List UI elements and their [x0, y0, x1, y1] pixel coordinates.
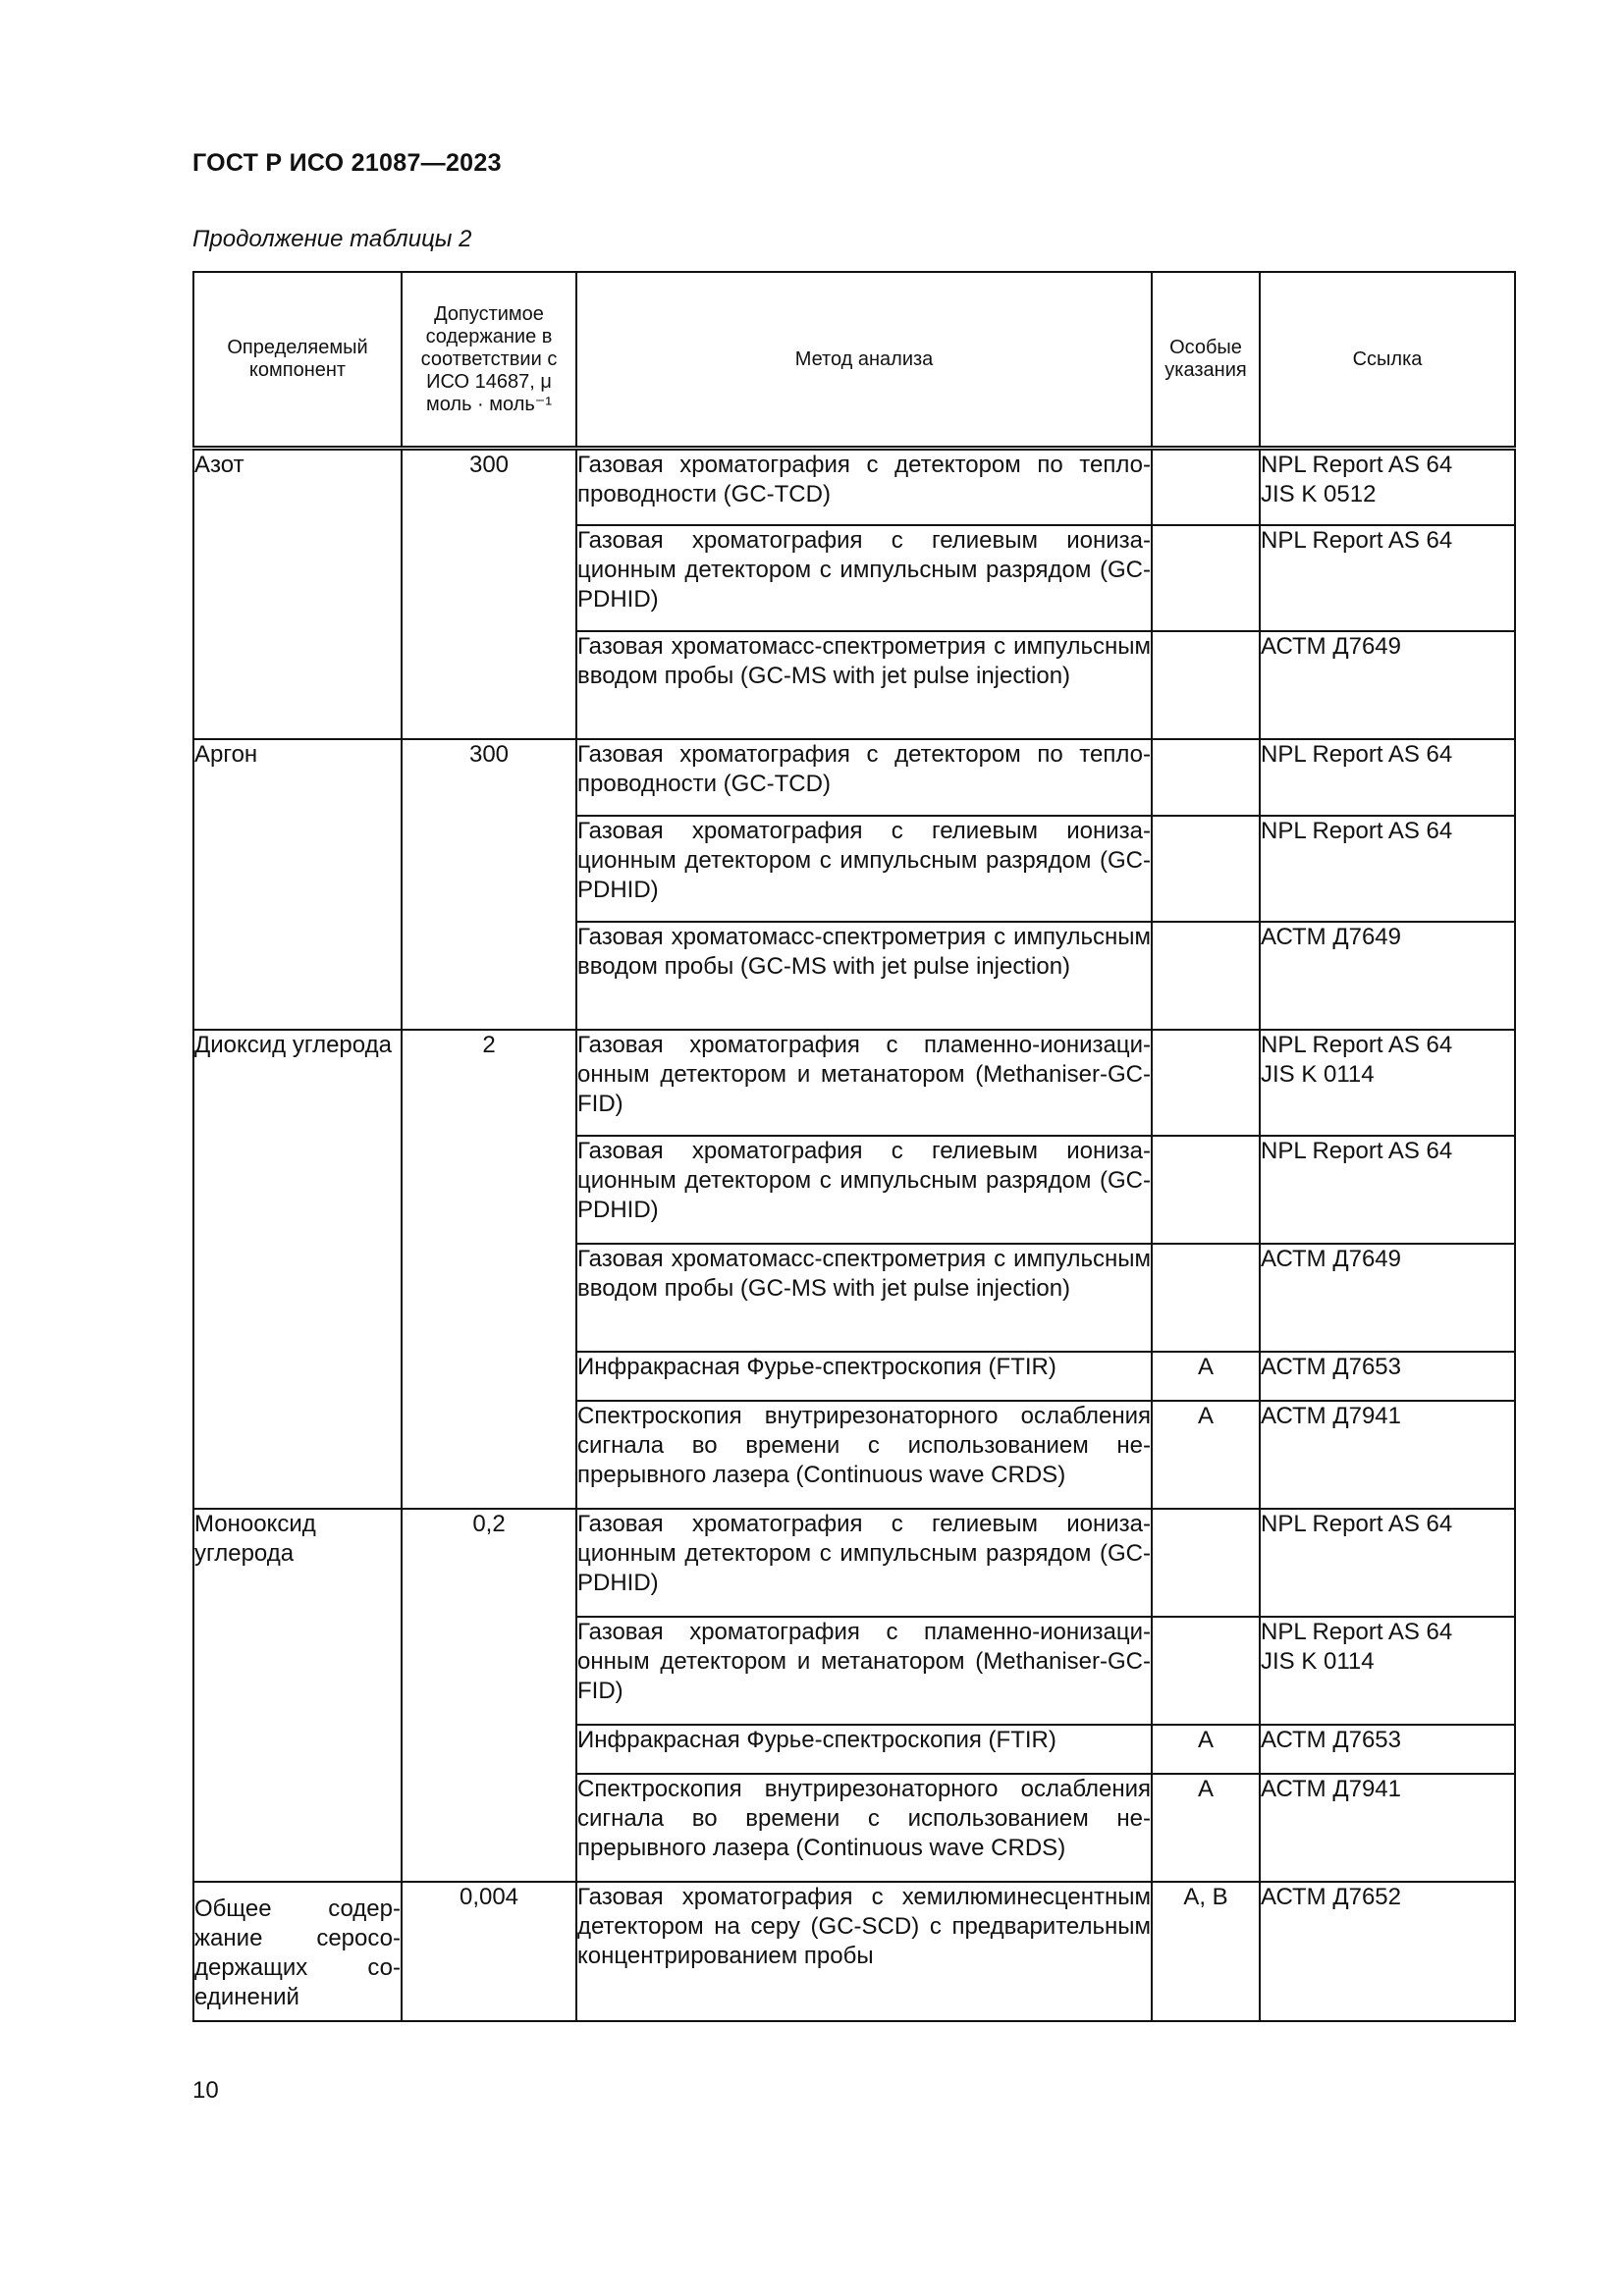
- reference-item: АСТМ Д7652: [1261, 1883, 1401, 1910]
- component-cell: Аргон: [193, 739, 402, 1030]
- reference-item: NPL Report AS 64: [1261, 526, 1453, 554]
- reference-cell: [1260, 1136, 1515, 1244]
- reference-item: JIS K 0114: [1261, 1060, 1375, 1088]
- reference-cell: [1260, 525, 1515, 631]
- notes-cell: [1152, 1030, 1260, 1136]
- method-cell: Газовая хроматография с гелиевым ионизационным детектором с импульсным разрядом (GC-PDHID): [576, 1136, 1152, 1244]
- header-notes: Особые указания: [1152, 272, 1260, 449]
- method-cell: Газовая хроматография с гелиевым ионизационным детектором с импульсным разрядом (GC-PDHID): [576, 525, 1152, 631]
- notes-cell: А: [1152, 1774, 1260, 1882]
- table-header-row: [193, 272, 1515, 449]
- notes-cell: [1152, 449, 1260, 525]
- reference-item: АСТМ Д7649: [1261, 632, 1401, 660]
- reference-cell: [1260, 1352, 1515, 1401]
- method-cell: Инфракрасная Фурье-спектроскопия (FTIR): [576, 1725, 1152, 1774]
- header-reference: Ссылка: [1260, 272, 1515, 449]
- reference-item: АСТМ Д7941: [1261, 1775, 1401, 1802]
- method-cell: Газовая хроматография с детектором по теплопроводности (GC-TCD): [576, 739, 1152, 816]
- component-cell: Монооксид углерода: [193, 1509, 402, 1882]
- reference-item: АСТМ Д7653: [1261, 1726, 1401, 1753]
- reference-cell: [1260, 1030, 1515, 1136]
- notes-cell: А: [1152, 1401, 1260, 1509]
- method-cell: Газовая хроматография с гелиевым ионизационным детектором с импульсным разрядом (GC-PDHID): [576, 816, 1152, 922]
- method-cell: Газовая хроматография с хемилюминесцентным детектором на серу (GC-SCD) с предварительным концентрированием пробы: [576, 1882, 1152, 2021]
- reference-cell: [1260, 1882, 1515, 2021]
- page-number: 10: [192, 2077, 219, 2104]
- method-cell: Газовая хроматомасс-спектрометрия с импульсным вводом пробы (GC-MS with jet pulse injection): [576, 1244, 1152, 1352]
- reference-item: NPL Report AS 64: [1261, 817, 1453, 844]
- reference-cell: [1260, 1509, 1515, 1617]
- table-caption: Продолжение таблицы 2: [192, 226, 472, 252]
- notes-cell: [1152, 631, 1260, 739]
- method-cell: Газовая хроматография с гелиевым ионизационным детектором с импульсным разрядом (GC-PDHID): [576, 1509, 1152, 1617]
- header-method: Метод анализа: [576, 272, 1152, 449]
- component-cell: Диоксид углерода: [193, 1030, 402, 1509]
- notes-cell: [1152, 739, 1260, 816]
- component-cell: Азот: [193, 449, 402, 739]
- document-header: ГОСТ Р ИСО 21087—2023: [192, 149, 502, 177]
- notes-cell: [1152, 922, 1260, 1030]
- reference-item: NPL Report AS 64: [1261, 452, 1453, 478]
- notes-cell: А: [1152, 1725, 1260, 1774]
- table-row: [193, 1882, 1515, 2021]
- notes-cell: [1152, 1244, 1260, 1352]
- notes-cell: [1152, 525, 1260, 631]
- header-component: Определяемый компонент: [193, 272, 402, 449]
- allowed-content-cell: 300: [402, 739, 576, 1030]
- method-cell: Спектроскопия внутрирезонаторного ослабления сигнала во времени с использованием непрерывного лазера (Continuous wave CRDS): [576, 1401, 1152, 1509]
- reference-item: NPL Report AS 64: [1261, 1137, 1453, 1164]
- allowed-content-cell: 2: [402, 1030, 576, 1509]
- table-row: [193, 1030, 1515, 1136]
- notes-cell: [1152, 1617, 1260, 1725]
- reference-cell: [1260, 1774, 1515, 1882]
- reference-item: JIS K 0114: [1261, 1647, 1375, 1675]
- allowed-content-cell: 0,2: [402, 1509, 576, 1882]
- method-cell: Газовая хроматомасс-спектрометрия с импульсным вводом пробы (GC-MS with jet pulse injection): [576, 631, 1152, 739]
- method-cell: Газовая хроматография с пламенно-ионизационным детектором и метанатором (Methaniser-GC-FID): [576, 1030, 1152, 1136]
- method-cell: Газовая хроматография с пламенно-ионизационным детектором и метанатором (Methaniser-GC-FID): [576, 1617, 1152, 1725]
- method-cell: Газовая хроматомасс-спектрометрия с импульсным вводом пробы (GC-MS with jet pulse injection): [576, 922, 1152, 1030]
- table-row: [193, 449, 1515, 525]
- reference-cell: [1260, 1617, 1515, 1725]
- reference-cell: [1260, 922, 1515, 1030]
- reference-item: АСТМ Д7649: [1261, 1245, 1401, 1272]
- reference-item: NPL Report AS 64: [1261, 1510, 1453, 1537]
- reference-item: JIS K 0512: [1261, 481, 1377, 507]
- table-body: [193, 449, 1515, 2021]
- reference-cell: [1260, 449, 1515, 525]
- method-cell: Газовая хроматография с детектором по теплопроводности (GC-TCD): [576, 449, 1152, 525]
- reference-item: NPL Report AS 64: [1261, 1618, 1453, 1645]
- allowed-content-cell: 0,004: [402, 1882, 576, 2021]
- notes-cell: [1152, 816, 1260, 922]
- reference-cell: [1260, 1244, 1515, 1352]
- reference-cell: [1260, 1401, 1515, 1509]
- notes-cell: А: [1152, 1352, 1260, 1401]
- header-allowed-content: Допустимое содержание в соответствии с ИСО 14687, μ моль · моль⁻¹: [402, 272, 576, 449]
- method-cell: Инфракрасная Фурье-спектроскопия (FTIR): [576, 1352, 1152, 1401]
- reference-cell: [1260, 1725, 1515, 1774]
- method-cell: Спектроскопия внутрирезонаторного ослабления сигнала во времени с использованием непрерывного лазера (Continuous wave CRDS): [576, 1774, 1152, 1882]
- reference-cell: [1260, 631, 1515, 739]
- reference-item: NPL Report AS 64: [1261, 740, 1453, 768]
- allowed-content-cell: 300: [402, 449, 576, 739]
- reference-item: АСТМ Д7649: [1261, 923, 1401, 950]
- reference-item: АСТМ Д7653: [1261, 1353, 1401, 1380]
- table-row: [193, 739, 1515, 816]
- component-cell: Общее содержание серосодержащих соединений: [193, 1882, 402, 2021]
- table-row: [193, 1509, 1515, 1617]
- notes-cell: [1152, 1136, 1260, 1244]
- reference-item: NPL Report AS 64: [1261, 1031, 1453, 1058]
- reference-item: АСТМ Д7941: [1261, 1402, 1401, 1429]
- analysis-methods-table: [192, 271, 1516, 2022]
- reference-cell: [1260, 816, 1515, 922]
- notes-cell: [1152, 1509, 1260, 1617]
- reference-cell: [1260, 739, 1515, 816]
- notes-cell: А, В: [1152, 1882, 1260, 2021]
